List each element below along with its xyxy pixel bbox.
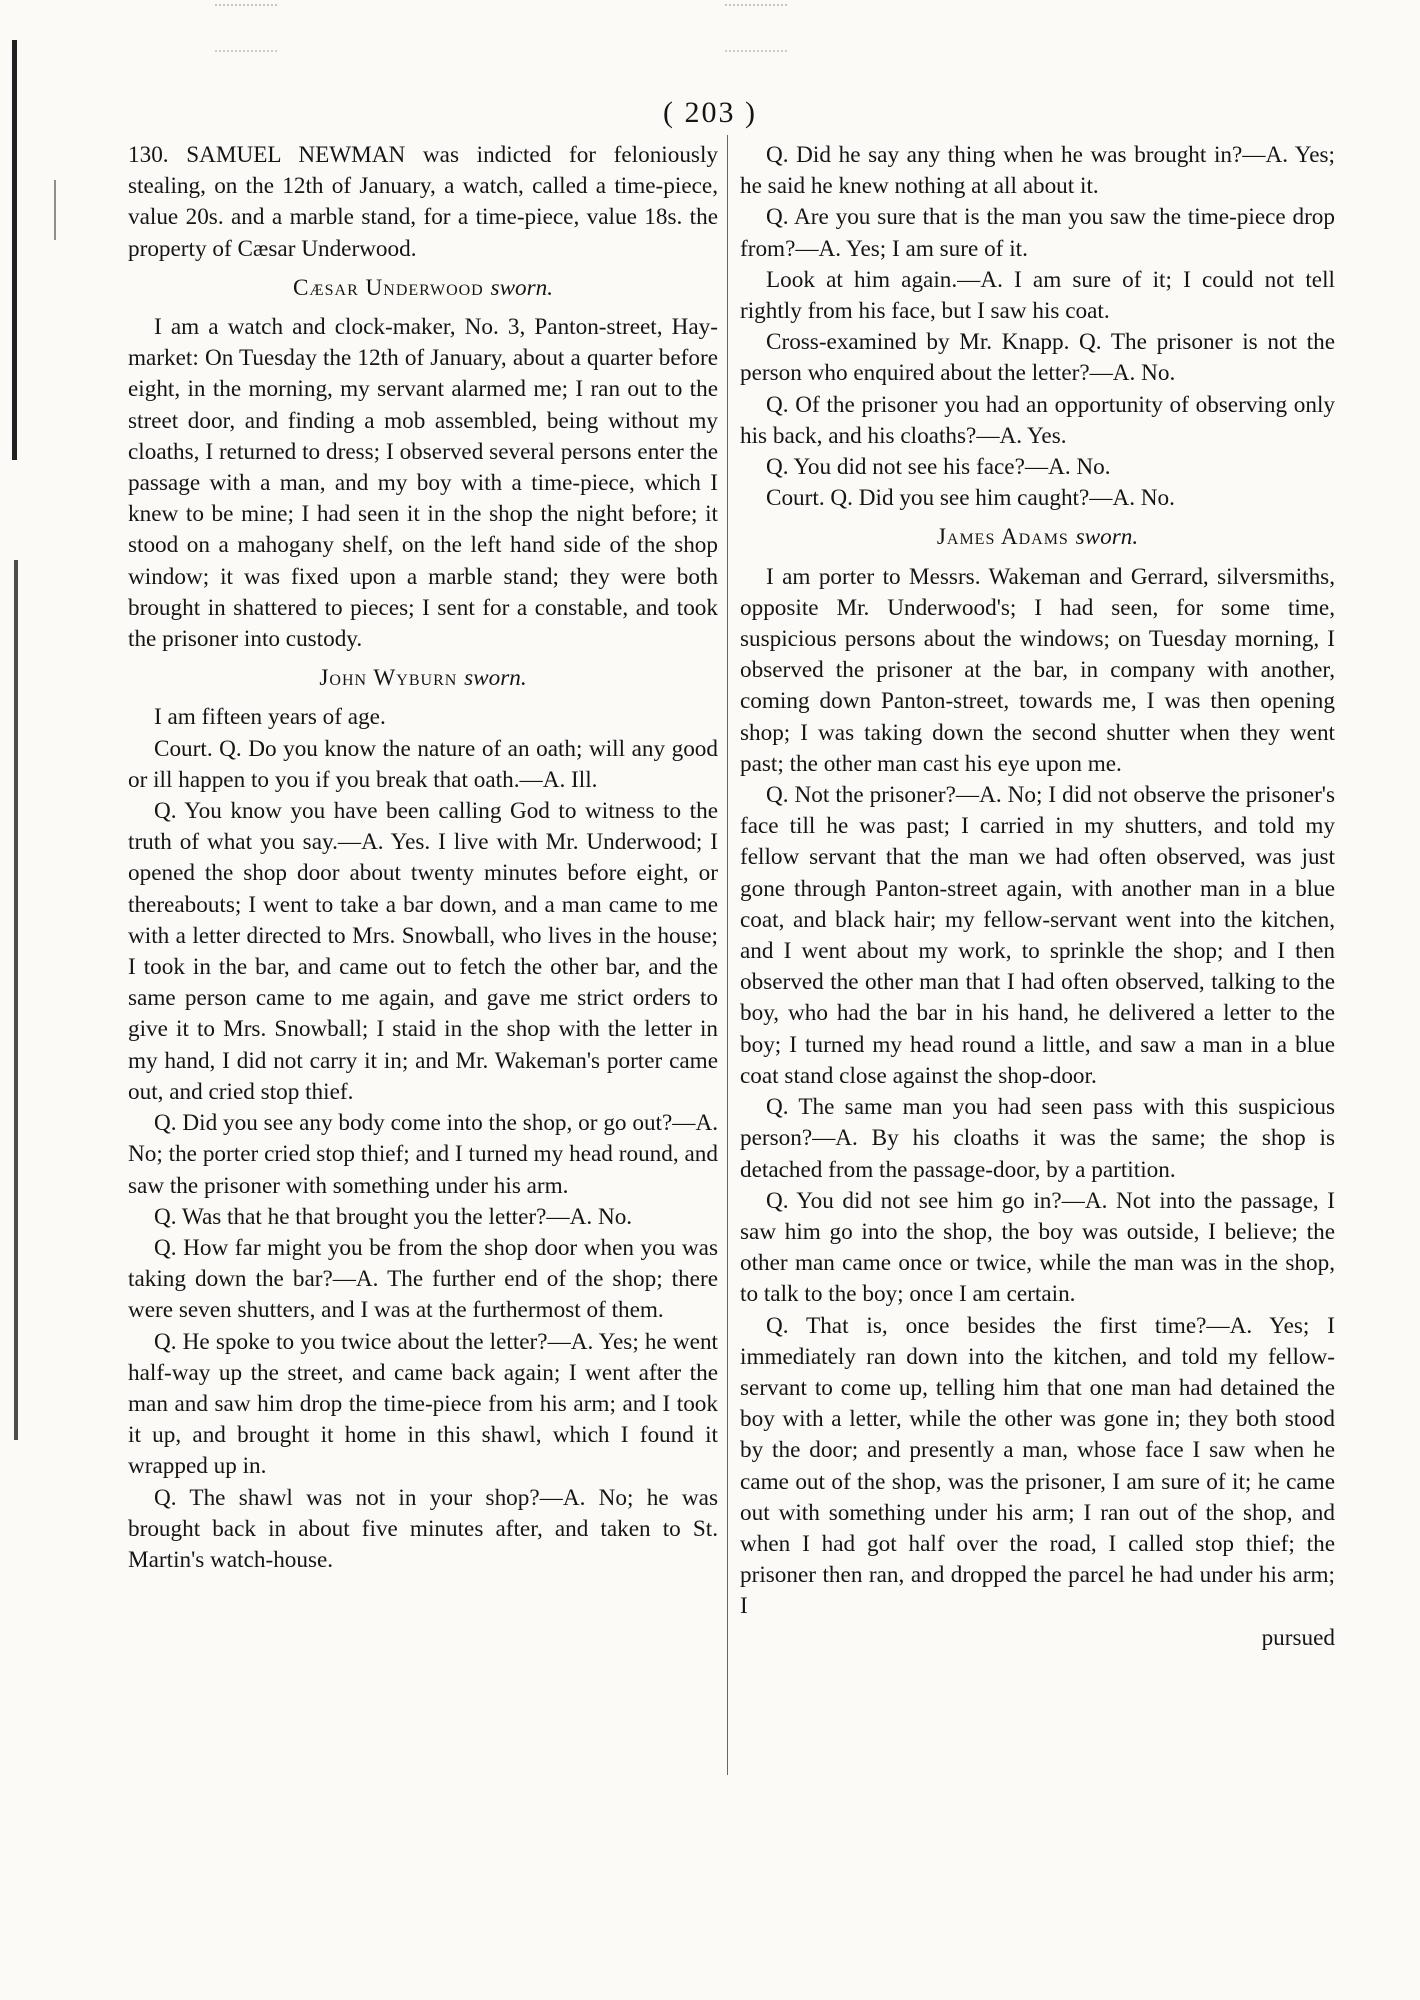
top-print-smudge: [725, 4, 787, 52]
testimony-paragraph: 130. SAMUEL NEWMAN was indicted for feloniously stealing, on the 12th of January, a watch, called a time-piece, value 20s. and a marble stand, for a time-piece, value 18s. the property of Cæsar Underwood.: [128, 142, 718, 262]
testimony-paragraph: Look at him again.—A. I am sure of it; I could not tell rightly from his face, but I saw his coat.: [740, 266, 1335, 325]
witness-name: John Wyburn: [319, 665, 458, 692]
testimony-paragraph: Q. You know you have been calling God to witness to the truth of what you say.—A. Yes. I live with Mr. Underwood; I opened the shop door about twenty minutes before eight, or thereabouts; I went to take a bar down, and a man came to me with a letter directed to Mrs. Snowball, who lives in the house; I took in the bar, and came out to fetch the other bar, and the same person came to me again, and gave me strict orders to give it to Mrs. Snowball; I staid in the shop with the letter in my hand, I did not carry it in; and Mr. Wakeman's porter came out, and cried stop thief.: [128, 798, 718, 1105]
testimony-paragraph: I am fifteen years of age.: [154, 704, 386, 731]
testimony-paragraph: Q. You did not see his face?—A. No.: [766, 454, 1111, 481]
testimony-paragraph: Q. The same man you had seen pass with this suspicious person?—A. By his cloaths it was the same; the shop is detached from the passage-door, by a partition.: [740, 1094, 1335, 1183]
testimony-paragraph: I am porter to Messrs. Wakeman and Gerrard, silversmiths, opposite Mr. Underwood's; I had seen, for some time, suspicious persons about the windows; on Tuesday morning, I observed the prisoner at the bar, in company with another, coming down Panton-street, towards me, I was then opening shop; I was taking down the second shutter when they went past; the other man cast his eye upon me.: [740, 563, 1335, 777]
right-column: [740, 140, 1335, 1654]
testimony-paragraph: Q. Did you see any body come into the shop, or go out?—A. No; the porter cried stop thief; and I turned my head round, and saw the prisoner with something under his arm.: [128, 1110, 718, 1199]
witness-name: Cæsar Underwood: [292, 274, 484, 301]
witness-name: James Adams: [936, 524, 1069, 551]
sworn-label: sworn.: [490, 274, 554, 301]
testimony-paragraph: Q. Did he say any thing when he was brought in?—A. Yes; he said he knew nothing at all about it.: [740, 142, 1335, 200]
witness-heading: [128, 663, 718, 694]
testimony-paragraph: Cross-examined by Mr. Knapp. Q. The prisoner is not the person who enquired about the letter?—A. No.: [740, 329, 1335, 387]
sworn-label: sworn.: [464, 665, 527, 692]
testimony-paragraph: Court. Q. Did you see him caught?—A. No.: [766, 485, 1175, 512]
catchword: pursued: [1261, 1624, 1335, 1651]
witness-heading: [128, 273, 718, 304]
testimony-paragraph: Q. Are you sure that is the man you saw the time-piece drop from?—A. Yes; I am sure of it.: [740, 204, 1335, 262]
testimony-paragraph: Q. You did not see him go in?—A. Not into the passage, I saw him go into the shop, the boy was outside, I believe; the other man came once or twice, while the man was in the shop, to talk to the boy; once I am certain.: [740, 1187, 1335, 1308]
margin-scan-mark: [14, 560, 18, 1440]
testimony-paragraph: I am a watch and clock-maker, No. 3, Panton-street, Hay-market: On Tuesday the 12th of January, about a quarter before eight, in the morning, my servant alarmed me; I ran out to the street door, and finding a mob assembled, being without my cloaths, I returned to dress; I observed several persons enter the passage with a man, and my boy with a time-piece, which I knew to be mine; I had seen it in the shop the night before; it stood on a mahogany shelf, on the left hand side of the shop window; it was fixed upon a marble stand; they were both brought in shattered to pieces; I sent for a constable, and took the prisoner into custody.: [128, 314, 718, 653]
testimony-paragraph: Q. That is, once besides the first time?—A. Yes; I immediately ran down into the kitchen, and told my fellow-servant to come up, telling him that one man had detained the boy with a letter, while the other was gone in; they both stood by the door; and presently a man, whose face I saw when he came out of the shop, was the prisoner, I am sure of it; he came out with something under his arm; I ran out of the shop, and when I had got half over the road, I called stop thief; the prisoner then ran, and dropped the parcel he had under his arm; I: [740, 1312, 1335, 1620]
testimony-paragraph: Q. How far might you be from the shop door when you was taking down the bar?—A. The further end of the shop; there were seven shutters, and I was at the furthermost of them.: [128, 1234, 718, 1324]
testimony-paragraph: Q. He spoke to you twice about the letter?—A. Yes; he went half-way up the street, and came back again; I went after the man and saw him drop the time-piece from his arm; and I took it up, and brought it home in this shawl, which I found it wrapped up in.: [128, 1328, 718, 1480]
testimony-paragraph: Q. The shawl was not in your shop?—A. No; he was brought back in about five minutes after, and taken to St. Martin's watch-house.: [128, 1484, 718, 1573]
testimony-paragraph: Court. Q. Do you know the nature of an oath; will any good or ill happen to you if you break that oath.—A. Ill.: [128, 735, 718, 793]
testimony-paragraph: Q. Not the prisoner?—A. No; I did not observe the prisoner's face till he was past; I carried in my shutters, and told my fellow servant that the man we had often observed, was just gone through Panton-street again, with another man in a blue coat, and black hair; my fellow-servant went into the kitchen, and I went about my work, to sprinkle the shop; and I then observed the other man that I had often observed, talking to the boy, who had the bar in his hand, he delivered a letter to the boy; I turned my head round a little, and saw a man in a blue coat stand close against the shop-door.: [740, 782, 1335, 1089]
margin-scan-mark: [54, 180, 56, 240]
sworn-label: sworn.: [1075, 524, 1139, 551]
top-print-smudge: [215, 4, 277, 52]
testimony-paragraph: Q. Of the prisoner you had an opportunity of observing only his back, and his cloaths?—A. Yes.: [740, 391, 1335, 449]
testimony-paragraph: Q. Was that he that brought you the letter?—A. No.: [154, 1203, 633, 1230]
left-column: [128, 140, 718, 1576]
witness-heading: [740, 522, 1335, 553]
page-number: ( 203 ): [663, 96, 757, 129]
column-divider: [727, 135, 728, 1775]
